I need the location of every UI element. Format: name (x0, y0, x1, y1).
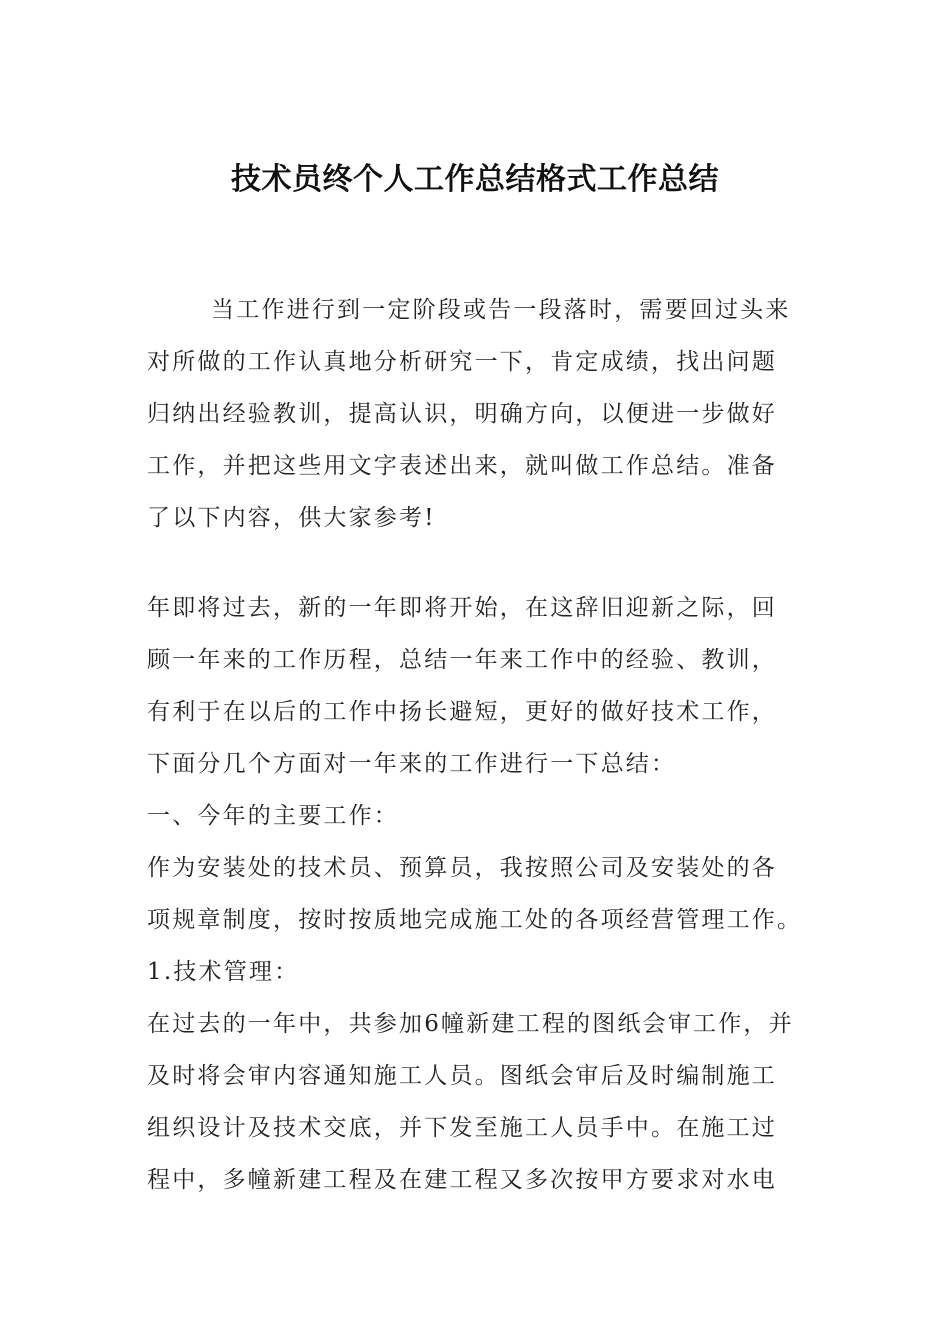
paragraph-line: 下面分几个方面对一年来的工作进行一下总结： (147, 751, 677, 777)
paragraph-line: 有利于在以后的工作中扬长避短，更好的做好技术工作， (147, 699, 777, 725)
paragraph-line: 当工作进行到一定阶段或告一段落时，需要回过头来 (211, 297, 791, 323)
paragraph-line: 及时将会审内容通知施工人员。图纸会审后及时编制施工 (147, 1063, 777, 1089)
paragraph-line: 归纳出经验教训，提高认识，明确方向，以便进一步做好 (147, 401, 777, 427)
section-heading: 一、今年的主要工作： (147, 803, 399, 829)
paragraph-line: 年即将过去，新的一年即将开始，在这辞旧迎新之际，回 (147, 595, 777, 621)
document-title: 技术员终个人工作总结格式工作总结 (231, 162, 719, 197)
paragraph-line: 对所做的工作认真地分析研究一下，肯定成绩，找出问题 (147, 349, 777, 375)
paragraph-line: 了以下内容，供大家参考! (147, 505, 436, 531)
paragraph-line: 项规章制度，按时按质地完成施工处的各项经营管理工作。 (147, 907, 803, 933)
paragraph-line: 工作，并把这些用文字表述出来，就叫做工作总结。准备 (147, 453, 777, 479)
paragraph-line: 程中，多幢新建工程及在建工程又多次按甲方要求对水电 (147, 1167, 777, 1193)
paragraph-line: 作为安装处的技术员、预算员，我按照公司及安装处的各 (147, 855, 777, 881)
paragraph-line: 顾一年来的工作历程，总结一年来工作中的经验、教训， (147, 647, 777, 673)
subsection-heading: 1.技术管理： (147, 959, 300, 985)
paragraph-line: 组织设计及技术交底，并下发至施工人员手中。在施工过 (147, 1115, 777, 1141)
paragraph-line: 在过去的一年中，共参加6幢新建工程的图纸会审工作，并 (147, 1011, 794, 1037)
